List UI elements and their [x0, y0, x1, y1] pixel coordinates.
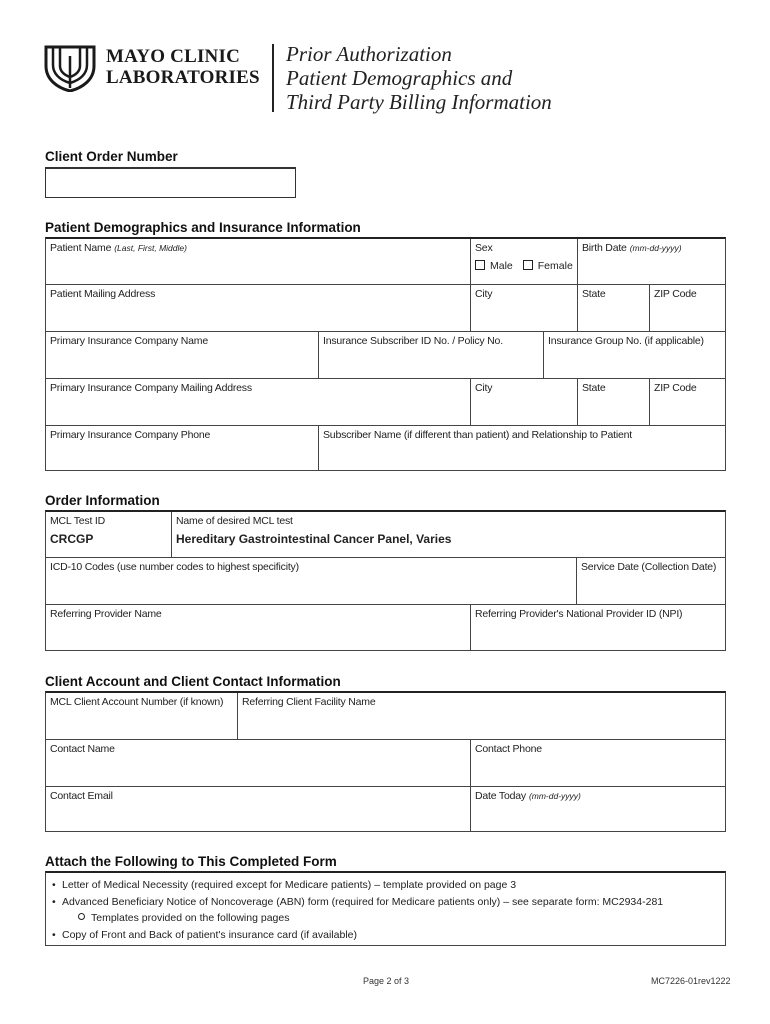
- sex-male-option[interactable]: [475, 260, 513, 272]
- insurance-company-name-field[interactable]: [46, 332, 319, 379]
- insurance-state-label: State: [582, 382, 606, 394]
- attachment-list: [45, 871, 726, 946]
- mailing-address-label: Patient Mailing Address: [50, 288, 156, 300]
- patient-name-label: Patient Name: [50, 242, 112, 254]
- title-line-2: Patient Demographics and: [286, 66, 513, 90]
- attach-item-2: Advanced Beneficiary Notice of Noncoverage (ABN) form (required for Medicare patients only) – see separate form: MC2934-281: [62, 895, 664, 908]
- subscriber-name-label: Subscriber Name (if different than patient) and Relationship to Patient: [323, 429, 632, 441]
- bullet-icon: •: [52, 895, 56, 908]
- birth-date-label: Birth Date: [582, 242, 627, 254]
- bullet-icon: •: [52, 879, 56, 891]
- facility-name-label: Referring Client Facility Name: [242, 696, 376, 708]
- patient-state-field[interactable]: [578, 285, 650, 332]
- patient-mailing-address-field[interactable]: [46, 285, 471, 332]
- contact-name-label: Contact Name: [50, 743, 115, 755]
- contact-email-label: Contact Email: [50, 790, 113, 802]
- female-label: Female: [537, 260, 573, 272]
- insurance-address-label: Primary Insurance Company Mailing Address: [50, 382, 252, 394]
- insurance-phone-field[interactable]: [46, 426, 319, 471]
- icd10-label: ICD-10 Codes (use number codes to highest specificity): [50, 561, 299, 573]
- contact-phone-field[interactable]: [471, 740, 725, 787]
- state-label: State: [582, 288, 606, 300]
- subscriber-name-field[interactable]: [319, 426, 725, 471]
- facility-name-field[interactable]: [238, 693, 725, 740]
- subscriber-id-label: Insurance Subscriber ID No. / Policy No.: [323, 335, 503, 347]
- attach-item-2-sub: Templates provided on the following pages: [91, 912, 290, 924]
- provider-npi-label: Referring Provider's National Provider ID (NPI): [475, 608, 683, 620]
- birth-date-hint: (mm-dd-yyyy): [629, 243, 682, 253]
- insurance-city-label: City: [475, 382, 493, 394]
- insurance-city-field[interactable]: [471, 379, 578, 426]
- list-item: [52, 927, 719, 944]
- insurance-phone-label: Primary Insurance Company Phone: [50, 429, 211, 441]
- group-number-field[interactable]: [544, 332, 725, 379]
- insurance-state-field[interactable]: [578, 379, 650, 426]
- page-number: Page 2 of 3: [363, 976, 410, 986]
- mayo-shield-icon: [44, 44, 96, 92]
- city-label: City: [475, 288, 493, 300]
- logo-wordmark: [106, 46, 260, 88]
- attach-section-heading: Attach the Following to This Completed Form: [45, 854, 337, 869]
- insurance-zip-field[interactable]: [650, 379, 725, 426]
- male-label: Male: [490, 260, 513, 272]
- insurance-zip-label: ZIP Code: [654, 382, 697, 394]
- title-line-1: Prior Authorization: [286, 42, 452, 66]
- client-account-grid: [45, 691, 726, 832]
- client-order-heading: Client Order Number: [45, 149, 178, 164]
- patient-zip-field[interactable]: [650, 285, 725, 332]
- referring-provider-name-field[interactable]: [46, 605, 471, 651]
- sex-female-option[interactable]: [523, 260, 573, 272]
- attach-item-1: Letter of Medical Necessity (required except for Medicare patients) – template provided on page 3: [62, 879, 517, 891]
- list-item: [52, 894, 719, 911]
- date-today-field[interactable]: [471, 787, 725, 832]
- patient-section-heading: Patient Demographics and Insurance Information: [45, 220, 361, 235]
- circle-bullet-icon: [78, 913, 85, 920]
- service-date-field[interactable]: [577, 558, 725, 605]
- test-name-field[interactable]: [172, 512, 725, 558]
- test-name-label: Name of desired MCL test: [176, 515, 293, 527]
- test-id-field[interactable]: [46, 512, 172, 558]
- date-today-label: Date Today: [475, 790, 526, 802]
- female-checkbox[interactable]: [523, 260, 533, 270]
- patient-demographics-grid: [45, 237, 726, 471]
- account-section-heading: Client Account and Client Contact Information: [45, 674, 341, 689]
- provider-name-label: Referring Provider Name: [50, 608, 162, 620]
- attach-item-3: Copy of Front and Back of patient's insurance card (if available): [62, 928, 357, 941]
- icd10-codes-field[interactable]: [46, 558, 577, 605]
- header-divider: [272, 44, 274, 112]
- male-checkbox[interactable]: [475, 260, 485, 270]
- service-date-label: Service Date (Collection Date): [581, 561, 717, 573]
- subscriber-id-field[interactable]: [319, 332, 544, 379]
- order-information-grid: [45, 510, 726, 651]
- client-account-number-field[interactable]: [46, 693, 238, 740]
- patient-city-field[interactable]: [471, 285, 578, 332]
- test-name-value: Hereditary Gastrointestinal Cancer Panel, Varies: [176, 532, 452, 546]
- mayo-clinic-laboratories-logo: [44, 44, 274, 92]
- contact-phone-label: Contact Phone: [475, 743, 542, 755]
- date-today-hint: (mm-dd-yyyy): [528, 791, 581, 801]
- sex-field: [471, 239, 578, 285]
- order-section-heading: Order Information: [45, 493, 160, 508]
- list-item: [52, 877, 719, 894]
- zip-label: ZIP Code: [654, 288, 697, 300]
- insurance-mailing-address-field[interactable]: [46, 379, 471, 426]
- form-code: MC7226-01rev1222: [651, 976, 731, 986]
- sex-label: Sex: [475, 242, 493, 254]
- group-number-label: Insurance Group No. (if applicable): [548, 335, 704, 347]
- referring-provider-npi-field[interactable]: [471, 605, 725, 651]
- patient-name-hint: (Last, First, Middle): [114, 243, 187, 253]
- title-line-3: Third Party Billing Information: [286, 90, 552, 114]
- logo-line-1: MAYO CLINIC: [106, 46, 240, 67]
- client-order-number-field[interactable]: [45, 167, 296, 198]
- insurance-company-label: Primary Insurance Company Name: [50, 335, 208, 347]
- birth-date-field[interactable]: [578, 239, 725, 285]
- patient-name-field[interactable]: [46, 239, 471, 285]
- contact-email-field[interactable]: [46, 787, 471, 832]
- account-number-label: MCL Client Account Number (if known): [50, 696, 224, 708]
- test-id-value: CRCGP: [50, 532, 94, 546]
- test-id-label: MCL Test ID: [50, 515, 105, 527]
- contact-name-field[interactable]: [46, 740, 471, 787]
- list-sub-item: [52, 910, 719, 927]
- logo-line-2: LABORATORIES: [106, 67, 260, 88]
- bullet-icon: •: [52, 928, 56, 941]
- sex-options: [475, 260, 573, 272]
- document-title: [286, 42, 552, 114]
